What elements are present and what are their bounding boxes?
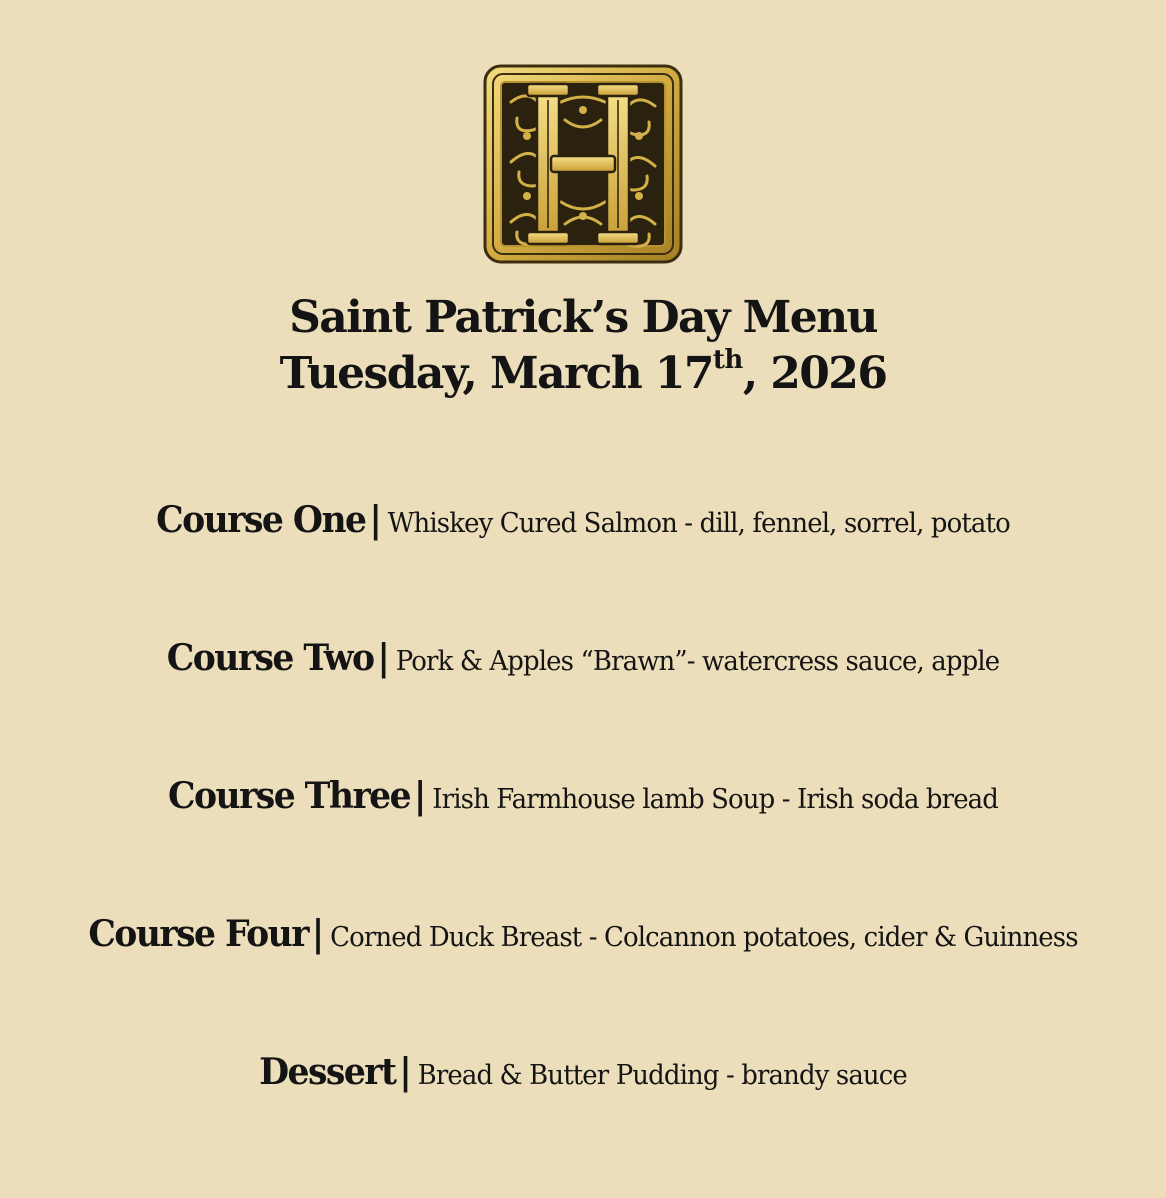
course-item (23, 638, 1143, 685)
course-separator: | (399, 1051, 412, 1093)
title-date-ordinal: th (712, 345, 743, 375)
course-name: Course Three (167, 775, 411, 817)
course-separator: | (369, 499, 382, 541)
course-description: Irish Farmhouse lamb Soup - Irish soda bread (432, 784, 999, 815)
course-item (23, 500, 1143, 547)
course-description: Pork & Apples “Brawn”- watercress sauce, apple (395, 646, 1000, 677)
course-name: Dessert (259, 1051, 396, 1093)
illuminated-letter-h-icon (481, 62, 685, 266)
course-name: Course One (156, 499, 366, 541)
course-separator: | (413, 775, 427, 817)
title-date: Tuesday, March 17 (279, 348, 713, 399)
course-description: Corned Duck Breast - Colcannon potatoes, cider & Guinness (330, 922, 1078, 953)
course-separator: | (377, 637, 391, 679)
title-year: , 2026 (742, 348, 887, 399)
title-line-1: Saint Patrick’s Day Menu (289, 292, 877, 343)
course-item (23, 776, 1143, 823)
course-item (23, 914, 1143, 961)
course-item (23, 1052, 1143, 1099)
menu-title (0, 290, 1166, 402)
course-name: Course Two (166, 637, 374, 679)
course-name: Course Four (88, 913, 308, 955)
course-separator: | (311, 913, 325, 955)
course-description: Bread & Butter Pudding - brandy sauce (417, 1060, 907, 1091)
course-description: Whiskey Cured Salmon - dill, fennel, sorrel, potato (387, 508, 1010, 539)
title-line-2 (0, 346, 1166, 402)
